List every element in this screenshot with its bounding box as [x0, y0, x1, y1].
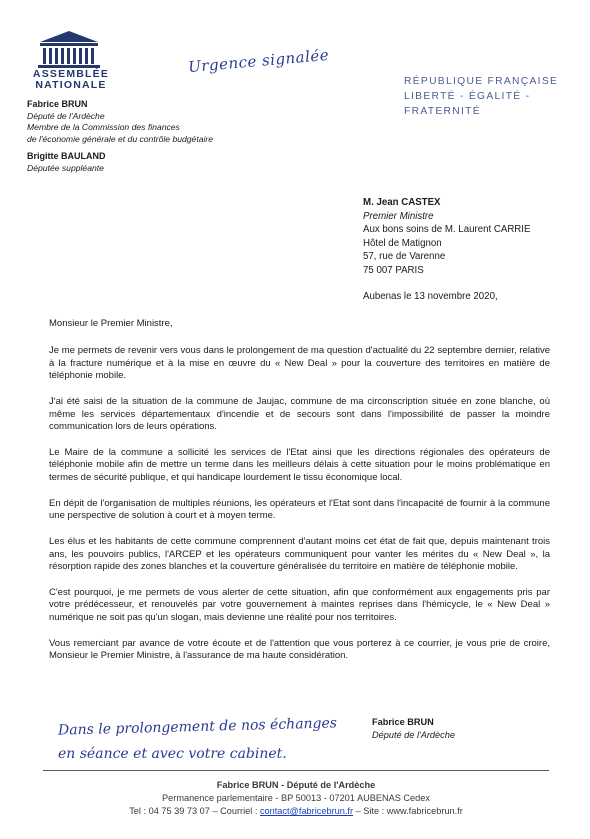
paragraph: Vous remerciant par avance de votre écoute et de l'attention que vous porterez à ce courrier, je vous prie de croire, Monsieur le Premier Ministre, à l'assurance de ma haute considération.	[49, 637, 550, 662]
footer-divider	[43, 770, 549, 771]
logo-wordmark	[24, 69, 118, 91]
republic-motto	[404, 74, 590, 119]
deputy-line-3: de l'économie générale et du contrôle budgétaire	[27, 133, 214, 144]
paragraph: J'ai été saisi de la situation de la commune de Jaujac, commune de ma circonscription située en zone blanche, où même les services départementaux d'incendie et de secours sont dans l'impossibilité de passer la moindre communication lors de leurs opérations.	[49, 396, 550, 433]
handwritten-note: Urgence signalée	[187, 45, 330, 77]
handwritten-closing	[58, 714, 337, 768]
paragraph: C'est pourquoi, je me permets de vous alerter de cette situation, afin que conformément aux engagements pris par votre prédécesseur, et renouvelés par votre gouvernement à maintes reprises dans l'hémicycle, le « New Deal » numérique ne soit pas qu'un slogan, mais devienne une réalité pour nos territoires.	[49, 587, 550, 623]
logo-line-1: ASSEMBLÉE	[32, 68, 110, 80]
republic-line-2: LIBERTÉ - ÉGALITÉ - FRATERNITÉ	[404, 91, 531, 117]
handwritten-closing-line-2: en séance et avec votre cabinet.	[58, 746, 287, 762]
footer-line-1: Fabrice BRUN - Député de l'Ardèche	[216, 780, 376, 790]
recipient-address	[363, 196, 530, 278]
footer-site: – Site : www.fabricebrun.fr	[353, 806, 463, 816]
letter-body	[49, 318, 550, 676]
footer-contact-line	[43, 805, 549, 818]
republic-line-1: RÉPUBLIQUE FRANÇAISE	[404, 76, 559, 87]
handwritten-closing-line-1: Dans le prolongement de nos échanges	[57, 715, 338, 739]
paragraph: Je me permets de revenir vers vous dans le prolongement de ma question d'actualité du 22 septembre dernier, relative à la fracture numérique et à la mise en œuvre du « New Deal » pour la couverture des territoires en matière de téléphonie mobile.	[49, 345, 550, 382]
salutation: Monsieur le Premier Ministre,	[49, 318, 173, 329]
recipient-title: Premier Ministre	[363, 210, 434, 222]
signature-title: Député de l'Ardèche	[372, 730, 455, 740]
substitute-name: Brigitte BAULAND	[27, 151, 106, 162]
deputy-line-2: Membre de la Commission des finances	[27, 122, 180, 133]
paragraph: Le Maire de la commune a sollicité les services de l'Etat ainsi que les directions régionales des opérateurs de téléphonie mobile afin de mettre un terme dans les meilleurs délais à cette situation pour le moins problématique en termes de sécurité publique, et qui handicape lourdement le tissu économique local.	[49, 447, 550, 483]
paragraph: En dépit de l'organisation de multiples réunions, les opérateurs et l'Etat sont dans l'incapacité de fournir à la commune une perspective de solution à court et à moyen terme.	[49, 497, 550, 522]
footer-tel: Tel : 04 75 39 73 07 – Courriel :	[129, 806, 260, 816]
paragraph: Les élus et les habitants de cette commune comprennent d'autant moins cet état de fait que, depuis maintenant trois ans, les pouvoirs publics, l'ARCEP et les opérateurs communiquent pour vanter les mérites du « New Deal », la résorption rapide des zones blanches et la couverture généralisée du territoire en matière de téléphonie mobile.	[49, 536, 550, 573]
recipient-line-1: Aux bons soins de M. Laurent CARRIE	[363, 224, 531, 236]
footer-line-2: Permanence parlementaire - BP 50013 - 07201 AUBENAS Cedex	[162, 793, 430, 803]
recipient-line-2: Hôtel de Matignon	[363, 237, 442, 249]
recipient-line-3: 57, rue de Varenne	[363, 251, 446, 263]
recipient-name: M. Jean CASTEX	[363, 197, 441, 208]
email-link[interactable]: contact@fabricebrun.fr	[259, 806, 354, 816]
logo-line-2: NATIONALE	[35, 79, 107, 91]
deputy-name: Fabrice BRUN	[27, 99, 88, 109]
recipient-line-4: 75 007 PARIS	[363, 264, 424, 276]
letter-date: Aubenas le 13 novembre 2020,	[363, 291, 498, 302]
signature-block	[372, 716, 455, 742]
deputy-line-1: Député de l'Ardèche	[27, 110, 105, 121]
hemicycle-icon	[30, 28, 108, 70]
footer	[43, 779, 549, 818]
sender-block	[27, 99, 213, 175]
signature-name: Fabrice BRUN	[372, 717, 434, 727]
substitute-title: Députée suppléante	[27, 162, 104, 173]
